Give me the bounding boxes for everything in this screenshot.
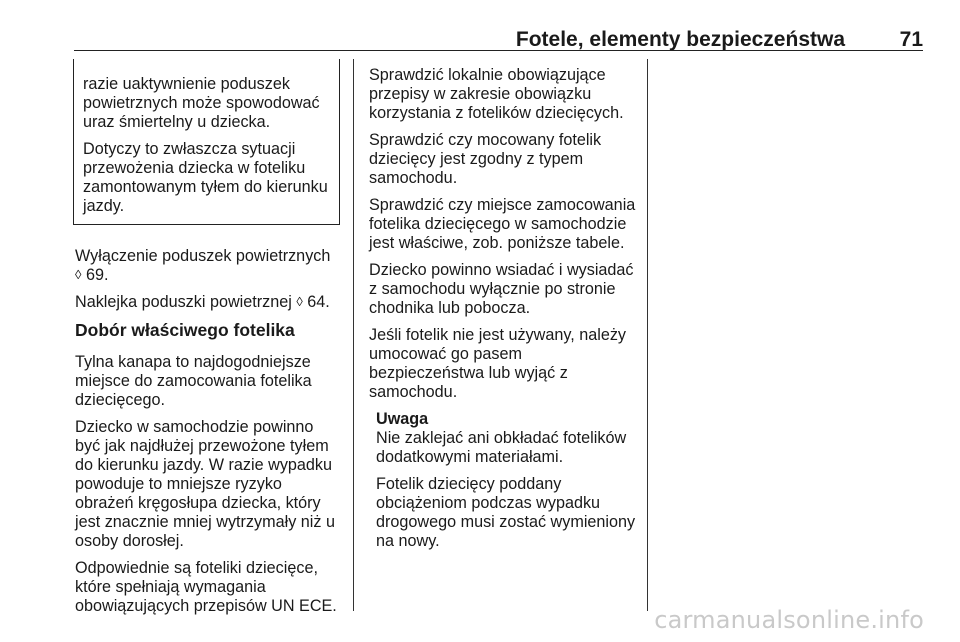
note-title: Uwaga xyxy=(376,410,429,428)
page-reference-icon: ◊ xyxy=(296,294,303,309)
body-paragraph: Tylna kanapa to najdogodniejsze miejsce do zamocowania fotelika dziecięcego. xyxy=(75,353,312,409)
cross-reference-page[interactable]: 64. xyxy=(307,293,330,311)
page-reference-icon: ◊ xyxy=(75,267,82,282)
section-heading: Dobór właściwego fotelika xyxy=(75,320,295,340)
note-block xyxy=(369,410,637,551)
cross-reference-airbag-deactivation xyxy=(75,247,340,285)
page-number: 71 xyxy=(899,28,923,51)
header-divider xyxy=(74,50,923,51)
watermark: carmanualsonline.info xyxy=(654,606,924,634)
body-paragraph: Sprawdzić czy mocowany fotelik dziecięcy jest zgodny z typem samochodu. xyxy=(369,131,602,187)
warning-text-1: razie uaktywnienie poduszek powietrznych może spowodować uraz śmiertelny u dziecka. xyxy=(83,75,320,131)
warning-text-2: Dotyczy to zwłaszcza sytuacji przewożenia dziecka w foteliku zamontowanym tyłem do kierunku jazdy. xyxy=(83,140,328,215)
warning-box xyxy=(73,59,340,225)
cross-reference-text: Naklejka poduszki powietrznej xyxy=(75,293,292,311)
column-divider-1 xyxy=(353,59,354,611)
column-divider-2 xyxy=(647,59,648,611)
body-paragraph: Sprawdzić czy miejsce zamocowania fotelika dziecięcego w samochodzie jest właściwe, zob. poniższe tabele. xyxy=(369,196,636,252)
note-text-1: Nie zaklejać ani obkładać fotelików dodatkowymi materiałami. xyxy=(376,429,627,466)
cross-reference-airbag-label xyxy=(75,293,340,312)
left-column xyxy=(75,59,340,624)
cross-reference-text: Wyłączenie poduszek powietrznych xyxy=(75,247,331,265)
body-paragraph: Sprawdzić lokalnie obowiązujące przepisy w zakresie obowiązku korzystania z fotelików dziecięcych. xyxy=(369,66,624,122)
page-header-title: Fotele, elementy bezpieczeństwa xyxy=(515,28,845,51)
cross-reference-page[interactable]: 69. xyxy=(85,266,109,284)
note-text-2: Fotelik dziecięcy poddany obciążeniom podczas wypadku drogowego musi zostać wymieniony na nowy. xyxy=(376,475,636,550)
body-paragraph: Dziecko w samochodzie powinno być jak najdłużej przewożone tyłem do kierunku jazdy. W razie wypadku powoduje to mniejsze ryzyko obrażeń kręgosłupa dziecka, który jest znacznie mniej wytrzymały niż u osoby dorosłej. xyxy=(75,418,335,550)
body-paragraph: Jeśli fotelik nie jest używany, należy umocować go pasem bezpieczeństwa lub wyjąć z samochodu. xyxy=(369,326,627,401)
right-column xyxy=(369,66,637,559)
body-paragraph: Odpowiednie są foteliki dziecięce, które spełniają wymagania obowiązujących przepisów UN ECE. xyxy=(75,559,337,615)
body-paragraph: Dziecko powinno wsiadać i wysiadać z samochodu wyłącznie po stronie chodnika lub pobocza. xyxy=(369,261,634,317)
